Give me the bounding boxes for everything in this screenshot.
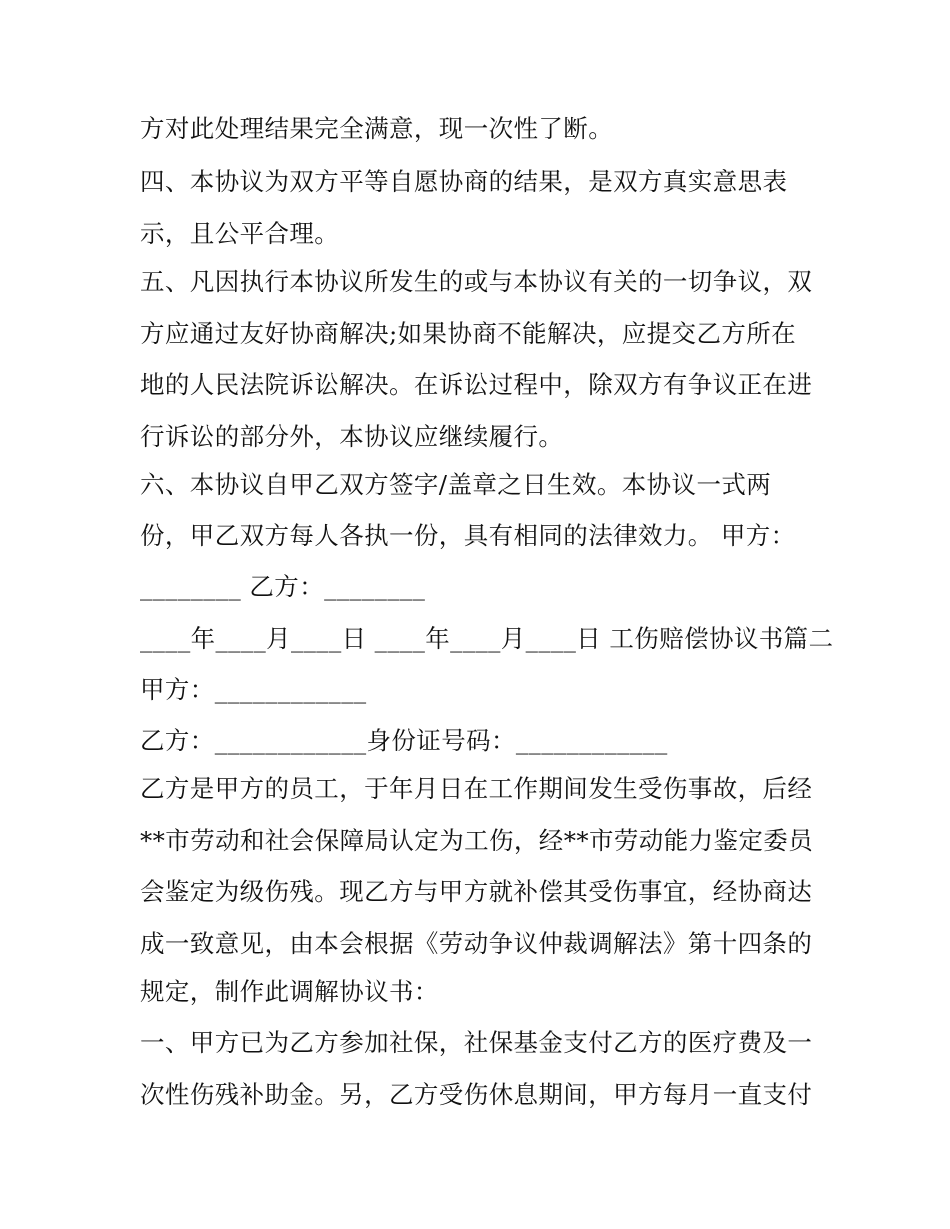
text-line: 方应通过友好协商解决;如果协商不能解决，应提交乙方所在	[140, 319, 797, 348]
text-line: ____年____月____日 ____年____月____日 工伤赔偿协议书篇二	[140, 624, 834, 653]
text-line: 示，且公平合理。	[140, 219, 340, 248]
text-line: 会鉴定为级伤残。现乙方与甲方就补偿其受伤事宜，经协商达	[140, 877, 813, 906]
text-line: 成一致意见，由本会根据《劳动争议仲裁调解法》第十四条的	[140, 929, 813, 958]
text-line: 乙方是甲方的员工，于年月日在工作期间发生受伤事故，后经	[140, 774, 813, 803]
text-line: 六、本协议自甲乙双方签字/盖章之日生效。本协议一式两	[140, 470, 772, 499]
text-line: 地的人民法院诉讼解决。在诉讼过程中，除双方有争议正在进	[140, 370, 813, 399]
text-line: 一、甲方已为乙方参加社保，社保基金支付乙方的医疗费及一	[140, 1028, 813, 1057]
text-line: 次性伤残补助金。另，乙方受伤休息期间，甲方每月一直支付	[140, 1080, 813, 1109]
text-line: **市劳动和社会保障局认定为工伤，经**市劳动能力鉴定委员	[140, 826, 814, 855]
text-line: 四、本协议为双方平等自愿协商的结果，是双方真实意思表	[140, 167, 788, 196]
text-line: 乙方：____________身份证号码：____________	[140, 726, 668, 755]
text-line: 规定，制作此调解协议书：	[140, 977, 439, 1006]
text-line: 五、凡因执行本协议所发生的或与本协议有关的一切争议，双	[140, 267, 813, 296]
text-line: ________ 乙方：________	[140, 572, 426, 601]
text-line: 份，甲乙双方每人各执一份，具有相同的法律效力。 甲方：	[140, 521, 796, 550]
text-line: 行诉讼的部分外，本协议应继续履行。	[140, 422, 564, 451]
text-line: 方对此处理结果完全满意，现一次性了断。	[140, 114, 614, 143]
text-line: 甲方：____________	[140, 675, 367, 704]
